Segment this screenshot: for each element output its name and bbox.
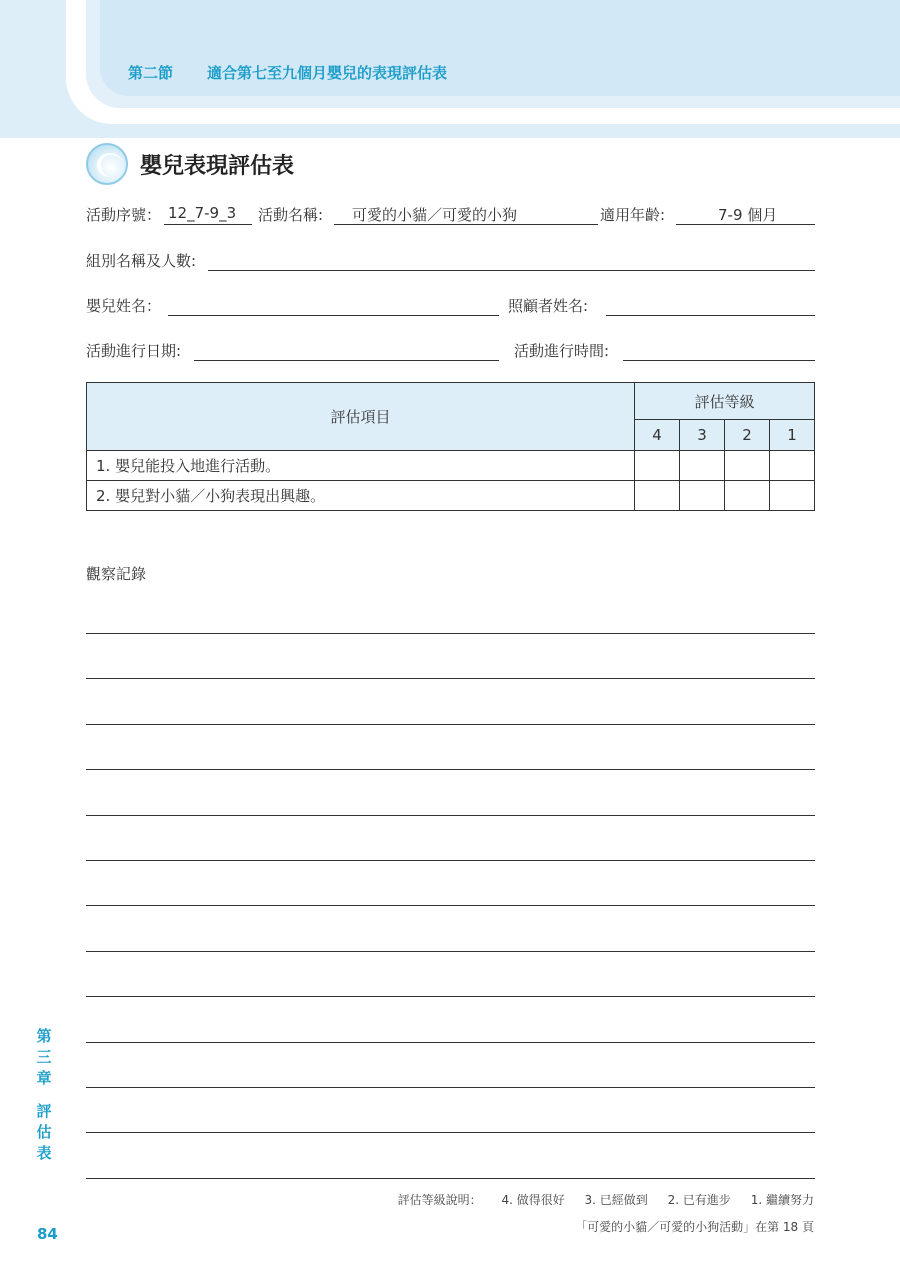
- group-line[interactable]: [208, 270, 815, 271]
- observation-line[interactable]: [86, 996, 815, 997]
- time-label: 活動進行時間:: [514, 342, 610, 360]
- grade-legend: [398, 1191, 814, 1208]
- grade-cell[interactable]: [680, 451, 725, 481]
- group-row: [86, 250, 815, 276]
- observation-line[interactable]: [86, 1042, 815, 1043]
- chapter-char: 三: [36, 1048, 52, 1066]
- section-title: 適合第七至九個月嬰兒的表現評估表: [207, 64, 448, 82]
- section-number: 第二節: [128, 64, 174, 82]
- observation-line[interactable]: [86, 678, 815, 679]
- page-number: 84: [37, 1225, 58, 1243]
- time-line[interactable]: [623, 360, 815, 361]
- observation-line[interactable]: [86, 815, 815, 816]
- activity-name-value: 可愛的小貓／可愛的小狗: [352, 206, 518, 224]
- grade-2-header: 2: [725, 420, 770, 451]
- grade-cell[interactable]: [680, 481, 725, 511]
- bubble-icon: [86, 143, 128, 185]
- baby-name-line[interactable]: [168, 315, 499, 316]
- legend-level: 4. 做得很好: [501, 1193, 565, 1207]
- observation-line[interactable]: [86, 1132, 815, 1133]
- grade-cell[interactable]: [770, 481, 815, 511]
- age-label: 適用年齡:: [600, 206, 666, 224]
- date-line[interactable]: [194, 360, 499, 361]
- reference-note: 「可愛的小貓／可愛的小狗活動」在第 18 頁: [575, 1220, 814, 1234]
- carer-name-line[interactable]: [606, 315, 815, 316]
- activity-no-value: 12_7-9_3: [168, 204, 237, 222]
- group-label: 組別名稱及人數:: [86, 252, 197, 270]
- evaluation-table: [86, 382, 815, 511]
- chapter-name-char: 表: [36, 1144, 52, 1162]
- legend-prefix: 評估等級說明：: [397, 1193, 482, 1207]
- observation-line[interactable]: [86, 905, 815, 906]
- observation-line[interactable]: [86, 769, 815, 770]
- form-title-block: [86, 142, 294, 186]
- grade-header: 評估等級: [635, 383, 815, 420]
- chapter-name-char: 估: [36, 1123, 52, 1141]
- legend-level: 2. 已有進步: [667, 1193, 731, 1207]
- observation-line[interactable]: [86, 1178, 815, 1179]
- section-header: [128, 62, 447, 83]
- date-label: 活動進行日期:: [86, 342, 182, 360]
- legend-level: 1. 繼續努力: [750, 1193, 814, 1207]
- grade-cell[interactable]: [635, 481, 680, 511]
- form-title: 嬰兒表現評估表: [140, 153, 295, 179]
- observation-line[interactable]: [86, 633, 815, 634]
- chapter-char: 第: [36, 1027, 52, 1045]
- age-value: 7-9 個月: [718, 206, 778, 224]
- chapter-char: 章: [36, 1069, 52, 1087]
- table-row: [87, 481, 815, 511]
- observation-line[interactable]: [86, 951, 815, 952]
- grade-cell[interactable]: [725, 481, 770, 511]
- chapter-name-char: 評: [36, 1102, 52, 1120]
- date-time-row: [86, 340, 815, 366]
- activity-no-line: [164, 224, 252, 225]
- table-row: [87, 451, 815, 481]
- item-1: 1. 嬰兒能投入地進行活動。: [87, 451, 635, 481]
- chapter-side-label: [34, 1026, 54, 1164]
- carer-name-label: 照顧者姓名:: [508, 297, 589, 315]
- activity-info-row: [86, 204, 815, 230]
- observation-label: 觀察記錄: [86, 565, 147, 583]
- item-header: 評估項目: [87, 383, 635, 451]
- item-2: 2. 嬰兒對小貓／小狗表現出興趣。: [87, 481, 635, 511]
- grade-cell[interactable]: [635, 451, 680, 481]
- grade-1-header: 1: [770, 420, 815, 451]
- activity-no-label: 活動序號：: [86, 206, 162, 224]
- observation-line[interactable]: [86, 724, 815, 725]
- name-row: [86, 295, 815, 321]
- observation-line[interactable]: [86, 860, 815, 861]
- grade-3-header: 3: [680, 420, 725, 451]
- legend-level: 3. 已經做到: [584, 1193, 648, 1207]
- activity-name-label: 活動名稱:: [258, 206, 324, 224]
- grade-cell[interactable]: [770, 451, 815, 481]
- grade-4-header: 4: [635, 420, 680, 451]
- observation-line[interactable]: [86, 1087, 815, 1088]
- grade-cell[interactable]: [725, 451, 770, 481]
- baby-name-label: 嬰兒姓名：: [86, 297, 162, 315]
